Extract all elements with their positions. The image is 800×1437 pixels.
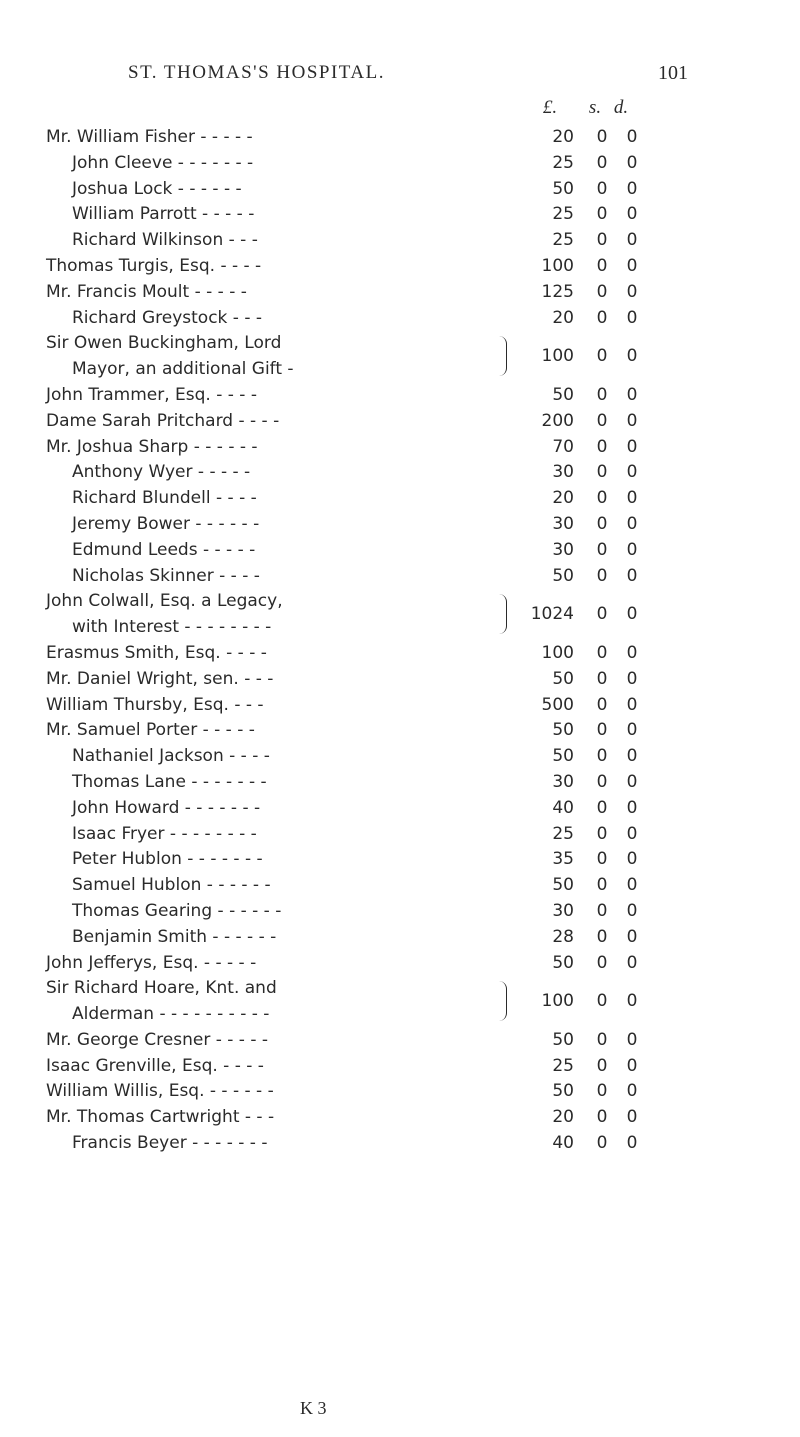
- pence-amount: 0: [626, 952, 638, 973]
- shillings-amount: 0: [596, 1107, 608, 1128]
- shillings-amount: 0: [596, 127, 608, 147]
- shillings-amount: 0: [596, 720, 608, 741]
- pence-amount: 0: [626, 642, 638, 663]
- shillings-amount: 0: [596, 668, 608, 689]
- list-item: [0, 770, 800, 796]
- benefactor-name-line: John Howard - - - - - - -: [72, 797, 261, 818]
- pence-amount: 0: [626, 849, 638, 870]
- pence-amount: 0: [626, 823, 638, 844]
- benefactor-list: [0, 125, 800, 1157]
- pence-amount: 0: [626, 991, 638, 1012]
- pence-amount: 0: [626, 1107, 638, 1128]
- pence-amount: 0: [626, 462, 638, 483]
- pounds-amount: 1024: [530, 604, 574, 625]
- benefactor-name-line: William Willis, Esq. - - - - - -: [46, 1081, 274, 1102]
- shillings-amount: 0: [596, 1029, 608, 1050]
- list-item: [0, 409, 800, 435]
- shillings-amount: 0: [596, 204, 608, 225]
- benefactor-name-line: Mr. William Fisher - - - - -: [46, 127, 253, 147]
- shillings-amount: 0: [596, 255, 608, 276]
- pounds-amount: 100: [541, 346, 574, 367]
- pounds-amount: 35: [552, 849, 574, 870]
- list-item: [0, 383, 800, 409]
- benefactor-name-line: Nathaniel Jackson - - - -: [72, 746, 270, 767]
- benefactor-name-line: William Parrott - - - - -: [72, 204, 255, 225]
- pounds-amount: 30: [552, 900, 574, 921]
- shillings-amount: 0: [596, 823, 608, 844]
- shillings-amount: 0: [596, 875, 608, 896]
- shillings-amount: 0: [596, 178, 608, 199]
- pounds-amount: 50: [552, 746, 574, 767]
- pence-amount: 0: [626, 513, 638, 534]
- pence-amount: 0: [626, 926, 638, 947]
- shillings-amount: 0: [596, 410, 608, 431]
- benefactor-name-line: Mr. Francis Moult - - - - -: [46, 281, 247, 302]
- shillings-amount: 0: [596, 604, 608, 625]
- list-item: [0, 641, 800, 667]
- pounds-amount: 125: [541, 281, 574, 302]
- benefactor-name-line: Mr. George Cresner - - - - -: [46, 1029, 268, 1050]
- pence-amount: 0: [626, 1055, 638, 1076]
- list-item: [0, 202, 800, 228]
- pounds-amount: 28: [552, 926, 574, 947]
- pounds-amount: 20: [552, 127, 574, 147]
- benefactor-name-line: Isaac Grenville, Esq. - - - -: [46, 1055, 264, 1076]
- benefactor-name-line: John Trammer, Esq. - - - -: [46, 384, 257, 405]
- list-item: [0, 228, 800, 254]
- pounds-amount: 50: [552, 720, 574, 741]
- benefactor-name-line: Richard Wilkinson - - -: [72, 230, 258, 251]
- pounds-amount: 20: [552, 307, 574, 328]
- shillings-amount: 0: [596, 952, 608, 973]
- page-number: 101: [658, 62, 688, 84]
- pounds-amount: 100: [541, 255, 574, 276]
- pence-amount: 0: [626, 604, 638, 625]
- list-item: [0, 822, 800, 848]
- list-item: [0, 873, 800, 899]
- benefactor-name-line: Mr. Thomas Cartwright - - -: [46, 1107, 275, 1128]
- pounds-amount: 30: [552, 513, 574, 534]
- list-item: [0, 744, 800, 770]
- pounds-amount: 500: [541, 694, 574, 715]
- list-item: [0, 1028, 800, 1054]
- shillings-amount: 0: [596, 849, 608, 870]
- benefactor-name-line: Mr. Samuel Porter - - - - -: [46, 720, 255, 741]
- benefactor-name-line: with Interest - - - - - - - -: [72, 617, 272, 638]
- shillings-amount: 0: [596, 384, 608, 405]
- shillings-amount: 0: [596, 1055, 608, 1076]
- shillings-amount: 0: [596, 694, 608, 715]
- pounds-amount: 100: [541, 642, 574, 663]
- benefactor-name-line: John Colwall, Esq. a Legacy,: [46, 591, 283, 612]
- shillings-amount: 0: [596, 230, 608, 251]
- signature-mark: K 3: [300, 1398, 327, 1418]
- pounds-amount: 70: [552, 436, 574, 457]
- list-item: [0, 1131, 800, 1157]
- list-item: [0, 899, 800, 925]
- pence-amount: 0: [626, 668, 638, 689]
- pence-amount: 0: [626, 1133, 638, 1154]
- pence-header: d.: [613, 97, 629, 118]
- benefactor-name-line: Anthony Wyer - - - - -: [72, 462, 251, 483]
- benefactor-name-line: John Jefferys, Esq. - - - - -: [46, 952, 257, 973]
- list-item: [0, 306, 800, 332]
- benefactor-name-line: Thomas Lane - - - - - - -: [72, 771, 267, 792]
- pence-amount: 0: [626, 694, 638, 715]
- benefactor-name-line: Isaac Fryer - - - - - - - -: [72, 823, 257, 844]
- pounds-amount: 30: [552, 462, 574, 483]
- pence-amount: 0: [626, 488, 638, 509]
- shillings-amount: 0: [596, 513, 608, 534]
- pence-amount: 0: [626, 204, 638, 225]
- benefactor-name-line: Francis Beyer - - - - - - -: [72, 1133, 268, 1154]
- list-item: [0, 796, 800, 822]
- shillings-amount: 0: [596, 797, 608, 818]
- benefactor-name-line: Mayor, an additional Gift -: [72, 359, 294, 380]
- pence-amount: 0: [626, 410, 638, 431]
- list-item: [0, 486, 800, 512]
- pence-amount: 0: [626, 1029, 638, 1050]
- pounds-amount: 200: [541, 410, 574, 431]
- pence-amount: 0: [626, 1081, 638, 1102]
- pence-amount: 0: [626, 875, 638, 896]
- list-item: [0, 589, 800, 641]
- pounds-amount: 25: [552, 230, 574, 251]
- benefactor-name-line: Peter Hublon - - - - - - -: [72, 849, 263, 870]
- pounds-amount: 40: [552, 797, 574, 818]
- shillings-amount: 0: [596, 900, 608, 921]
- benefactor-name-line: Joshua Lock - - - - - -: [72, 178, 242, 199]
- benefactor-name-line: Benjamin Smith - - - - - -: [72, 926, 277, 947]
- shillings-header: s.: [588, 97, 602, 118]
- pence-amount: 0: [626, 178, 638, 199]
- pounds-header: £.: [542, 97, 558, 118]
- pence-amount: 0: [626, 565, 638, 586]
- pounds-amount: 25: [552, 1055, 574, 1076]
- pence-amount: 0: [626, 900, 638, 921]
- benefactor-name-line: Mr. Joshua Sharp - - - - - -: [46, 436, 258, 457]
- list-item: [0, 177, 800, 203]
- benefactor-name-line: Thomas Turgis, Esq. - - - -: [46, 255, 262, 276]
- list-item: [0, 693, 800, 719]
- shillings-amount: 0: [596, 1133, 608, 1154]
- list-item: [0, 1079, 800, 1105]
- pounds-amount: 50: [552, 952, 574, 973]
- pounds-amount: 50: [552, 1029, 574, 1050]
- benefactor-name-line: Edmund Leeds - - - - -: [72, 539, 256, 560]
- shillings-amount: 0: [596, 346, 608, 367]
- benefactor-name-line: John Cleeve - - - - - - -: [72, 152, 254, 173]
- pence-amount: 0: [626, 539, 638, 560]
- list-item: [0, 951, 800, 977]
- pounds-amount: 20: [552, 1107, 574, 1128]
- pounds-amount: 20: [552, 488, 574, 509]
- pounds-amount: 25: [552, 823, 574, 844]
- benefactor-name-line: Mr. Daniel Wright, sen. - - -: [46, 668, 274, 689]
- list-item: [0, 1105, 800, 1131]
- shillings-amount: 0: [596, 281, 608, 302]
- shillings-amount: 0: [596, 926, 608, 947]
- shillings-amount: 0: [596, 152, 608, 173]
- benefactor-name-line: William Thursby, Esq. - - -: [46, 694, 264, 715]
- list-item: [0, 280, 800, 306]
- shillings-amount: 0: [596, 746, 608, 767]
- pounds-amount: 50: [552, 875, 574, 896]
- list-item: [0, 460, 800, 486]
- list-item: [0, 847, 800, 873]
- pounds-amount: 30: [552, 771, 574, 792]
- pence-amount: 0: [626, 746, 638, 767]
- list-item: [0, 512, 800, 538]
- pence-amount: 0: [626, 152, 638, 173]
- list-item: [0, 925, 800, 951]
- list-item: [0, 254, 800, 280]
- pounds-amount: 25: [552, 152, 574, 173]
- shillings-amount: 0: [596, 1081, 608, 1102]
- pounds-amount: 50: [552, 668, 574, 689]
- benefactor-name-line: Sir Owen Buckingham, Lord: [46, 333, 282, 354]
- benefactor-name-line: Samuel Hublon - - - - - -: [72, 875, 271, 896]
- list-item: [0, 151, 800, 177]
- shillings-amount: 0: [596, 539, 608, 560]
- list-item: [0, 435, 800, 461]
- pounds-amount: 30: [552, 539, 574, 560]
- pounds-amount: 100: [541, 991, 574, 1012]
- pence-amount: 0: [626, 230, 638, 251]
- list-item: [0, 564, 800, 590]
- pence-amount: 0: [626, 384, 638, 405]
- running-title: ST. THOMAS'S HOSPITAL.: [128, 62, 385, 83]
- pence-amount: 0: [626, 281, 638, 302]
- benefactor-name-line: Nicholas Skinner - - - -: [72, 565, 260, 586]
- pounds-amount: 25: [552, 204, 574, 225]
- benefactor-name-line: Dame Sarah Pritchard - - - -: [46, 410, 280, 431]
- benefactor-name-line: Alderman - - - - - - - - - -: [72, 1004, 270, 1025]
- shillings-amount: 0: [596, 991, 608, 1012]
- benefactor-name-line: Richard Blundell - - - -: [72, 488, 257, 509]
- pounds-amount: 40: [552, 1133, 574, 1154]
- shillings-amount: 0: [596, 642, 608, 663]
- pounds-amount: 50: [552, 565, 574, 586]
- shillings-amount: 0: [596, 436, 608, 457]
- pence-amount: 0: [626, 771, 638, 792]
- benefactor-name-line: Sir Richard Hoare, Knt. and: [46, 978, 277, 999]
- shillings-amount: 0: [596, 565, 608, 586]
- list-item: [0, 1054, 800, 1080]
- page-header: [128, 62, 688, 92]
- pence-amount: 0: [626, 797, 638, 818]
- money-column-headers: [0, 97, 800, 123]
- pence-amount: 0: [626, 255, 638, 276]
- shillings-amount: 0: [596, 488, 608, 509]
- pence-amount: 0: [626, 127, 638, 147]
- benefactor-name-line: Richard Greystock - - -: [72, 307, 262, 328]
- list-item: [0, 667, 800, 693]
- list-item: [0, 331, 800, 383]
- list-item: [0, 718, 800, 744]
- benefactor-name-line: Erasmus Smith, Esq. - - - -: [46, 642, 267, 663]
- pence-amount: 0: [626, 307, 638, 328]
- pounds-amount: 50: [552, 384, 574, 405]
- list-item: [0, 976, 800, 1028]
- shillings-amount: 0: [596, 462, 608, 483]
- benefactor-name-line: Thomas Gearing - - - - - -: [72, 900, 282, 921]
- pence-amount: 0: [626, 720, 638, 741]
- list-item: [0, 538, 800, 564]
- shillings-amount: 0: [596, 771, 608, 792]
- list-item: [0, 125, 800, 151]
- pence-amount: 0: [626, 346, 638, 367]
- shillings-amount: 0: [596, 307, 608, 328]
- pounds-amount: 50: [552, 1081, 574, 1102]
- benefactor-name-line: Jeremy Bower - - - - - -: [72, 513, 260, 534]
- pounds-amount: 50: [552, 178, 574, 199]
- pence-amount: 0: [626, 436, 638, 457]
